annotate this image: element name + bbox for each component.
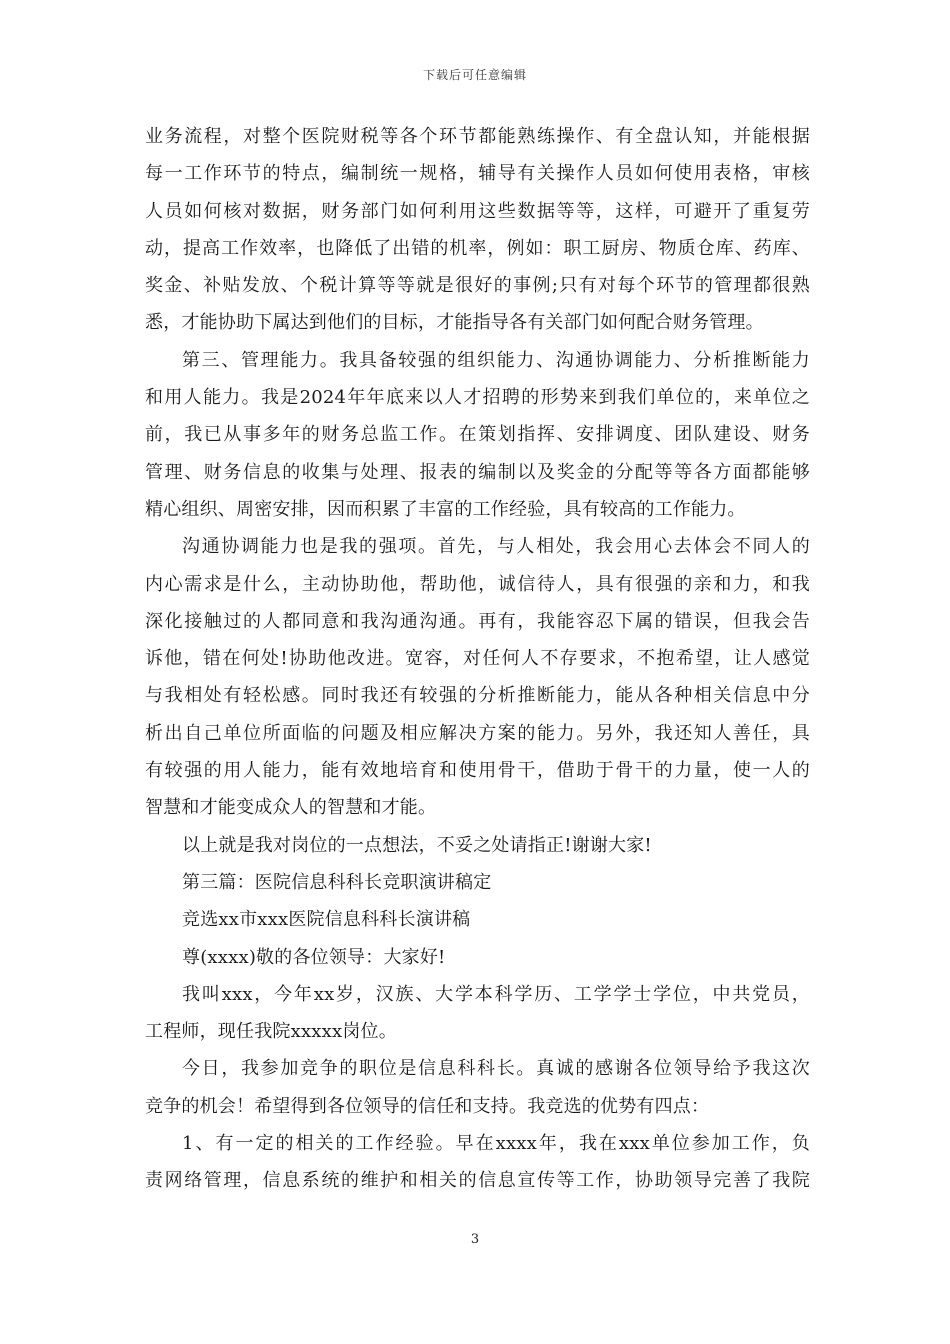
text-line: 每一工作环节的特点，编制统一规格，辅导有关操作人员如何使用表格，审核 xyxy=(145,163,810,185)
text-line: 深化接触过的人都同意和我沟通沟通。再有，我能容忍下属的错误，但我会告 xyxy=(145,610,810,632)
text-line: 与我相处有轻松感。同时我还有较强的分析推断能力，能从各种相关信息中分 xyxy=(145,685,810,707)
text-line: 我叫xxx，今年xx岁，汉族、大学本科学历、工学学士学位，中共党员， xyxy=(182,983,810,1005)
text-line: 智慧和才能变成众人的智慧和才能。 xyxy=(145,797,437,819)
text-line: 诉他，错在何处!协助他改进。宽容，对任何人不存要求，不抱希望，让人感觉 xyxy=(145,648,810,670)
text-line: 业务流程，对整个医院财税等各个环节都能熟练操作、有全盘认知，并能根据 xyxy=(145,126,810,147)
text-line: 前，我已从事多年的财务总监工作。在策划指挥、安排调度、团队建设、财务 xyxy=(145,424,810,446)
text-line: 管理、财务信息的收集与处理、报表的编制以及奖金的分配等等各方面都能够 xyxy=(145,461,810,483)
text-line: 动，提高工作效率，也降低了出错的机率，例如：职工厨房、物质仓库、药库、 xyxy=(145,237,810,259)
text-line: 尊(xxxx)敬的各位领导：大家好! xyxy=(182,946,446,968)
text-line: 人员如何核对数据，财务部门如何利用这些数据等等，这样，可避开了重复劳 xyxy=(145,200,810,222)
text-line: 竞选xx市xxx医院信息科科长演讲稿 xyxy=(182,909,471,931)
text-line: 以上就是我对岗位的一点想法，不妥之处请指正!谢谢大家! xyxy=(182,834,652,856)
document-body xyxy=(145,118,810,1200)
text-line: 悉，才能协助下属达到他们的目标，才能指导各有关部门如何配合财务管理。 xyxy=(145,312,764,334)
text-line: 精心组织、周密安排，因而积累了丰富的工作经验，具有较高的工作能力。 xyxy=(145,498,746,520)
text-line: 第三篇：医院信息科科长竞职演讲稿定 xyxy=(182,871,492,893)
page-header: 下载后可任意编辑 xyxy=(422,68,527,82)
text-line: 沟通协调能力也是我的强项。首先，与人相处，我会用心去体会不同人的 xyxy=(182,536,810,558)
text-line: 工程师，现任我院xxxxx岗位。 xyxy=(145,1021,397,1043)
text-line: 析出自己单位所面临的问题及相应解决方案的能力。另外，我还知人善任，具 xyxy=(145,722,810,744)
text-line: 内心需求是什么，主动协助他，帮助他，诚信待人，具有很强的亲和力，和我 xyxy=(145,573,810,595)
text-line: 今日，我参加竞争的职位是信息科科长。真诚的感谢各位领导给予我这次 xyxy=(182,1058,810,1080)
text-line: 有较强的用人能力，能有效地培育和使用骨干，借助于骨干的力量，使一人的 xyxy=(145,760,810,782)
page-number: 3 xyxy=(470,1232,480,1247)
text-line: 第三、管理能力。我具备较强的组织能力、沟通协调能力、分析推断能力 xyxy=(182,349,810,371)
text-line: 竞争的机会！希望得到各位领导的信任和支持。我竞选的优势有四点： xyxy=(145,1095,710,1117)
text-line: 责网络管理，信息系统的维护和相关的信息宣传等工作，协助领导完善了我院 xyxy=(145,1170,810,1192)
text-line: 和用人能力。我是2024年年底来以人才招聘的形势来到我们单位的，来单位之 xyxy=(145,387,810,409)
text-line: 奖金、补贴发放、个税计算等等就是很好的事例;只有对每个环节的管理都很熟 xyxy=(145,275,810,297)
text-line: 1、有一定的相关的工作经验。早在xxxx年，我在xxx单位参加工作，负 xyxy=(182,1133,810,1155)
